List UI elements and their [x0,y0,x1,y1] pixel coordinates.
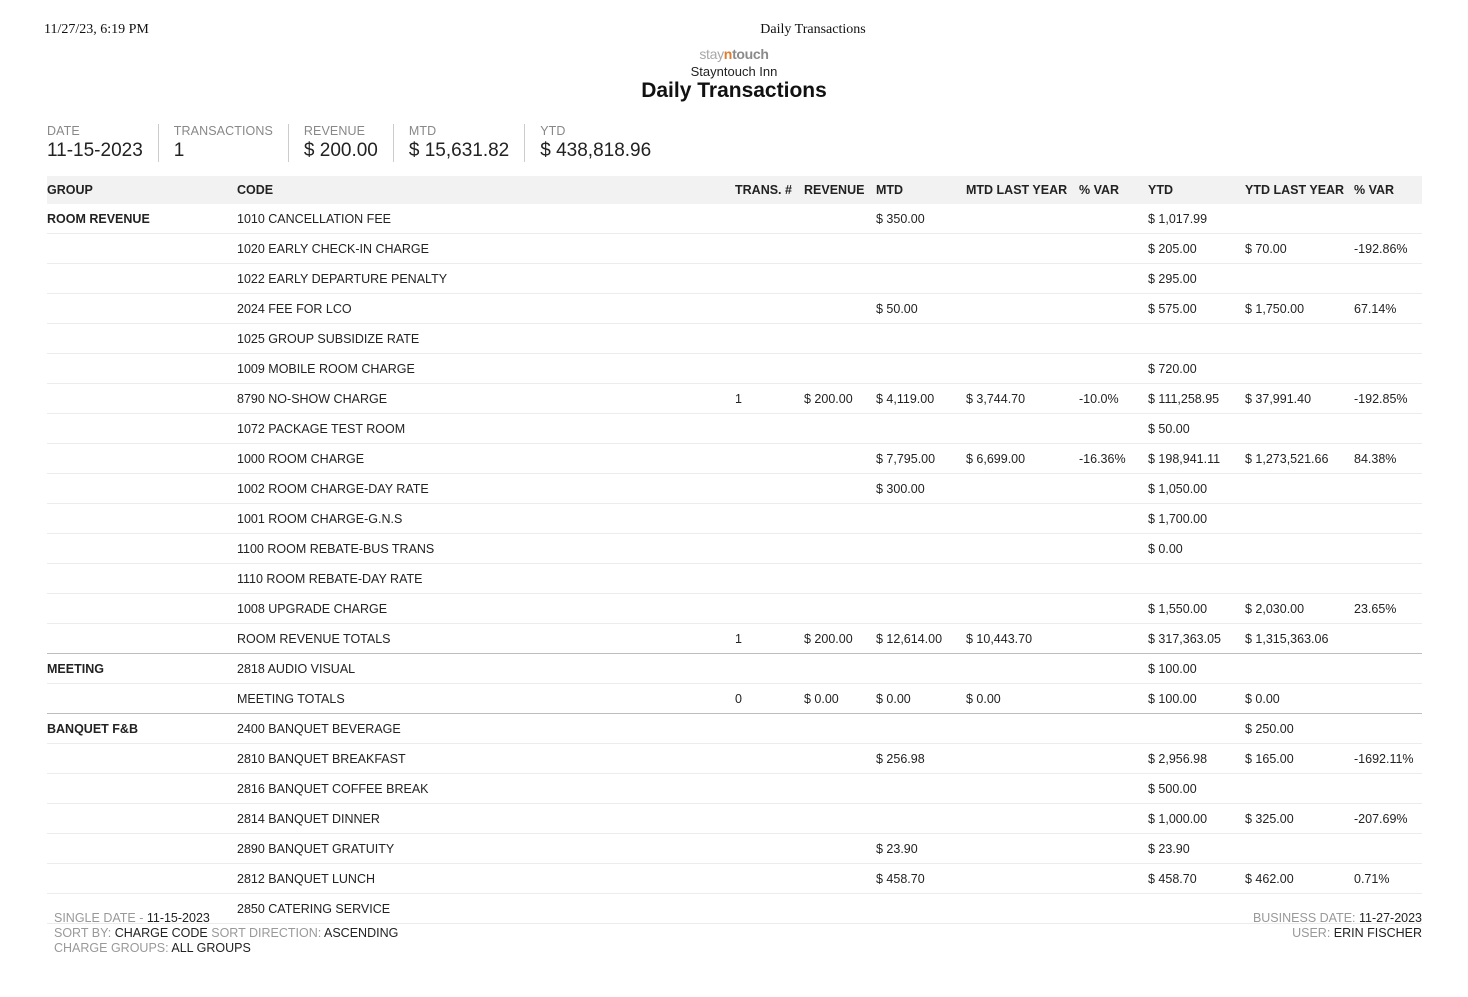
table-cell [735,774,804,804]
table-cell [1079,744,1148,774]
table-cell [876,894,966,924]
table-cell [1079,804,1148,834]
table-cell: ROOM REVENUE [47,204,237,234]
table-cell [1245,324,1354,354]
table-cell [1354,564,1422,594]
table-cell: -192.85% [1354,384,1422,414]
table-cell: $ 0.00 [1245,684,1354,714]
table-cell [1079,264,1148,294]
table-cell [804,234,876,264]
table-cell [1245,564,1354,594]
table-cell [876,414,966,444]
table-cell: $ 0.00 [804,684,876,714]
table-cell: $ 100.00 [1148,684,1245,714]
table-row [47,474,1422,504]
table-cell [804,324,876,354]
table-cell [804,774,876,804]
summary-bar [47,124,666,166]
table-cell: $ 1,050.00 [1148,474,1245,504]
table-cell [966,234,1079,264]
table-row [47,324,1422,354]
table-cell [1245,204,1354,234]
table-cell: 1020 EARLY CHECK-IN CHARGE [237,234,735,264]
table-cell [804,744,876,774]
table-cell [1148,714,1245,744]
table-cell [804,264,876,294]
column-header-ytd-last-year: YTD LAST YEAR [1245,183,1345,197]
table-cell [804,444,876,474]
table-cell [876,534,966,564]
table-cell [47,444,237,474]
table-cell [876,234,966,264]
table-cell [876,264,966,294]
table-row [47,384,1422,414]
table-cell [1148,894,1245,924]
table-cell: 0 [735,684,804,714]
table-cell [804,654,876,684]
table-cell: 1010 CANCELLATION FEE [237,204,735,234]
table-cell [1079,234,1148,264]
table-row [47,414,1422,444]
table-cell [1354,504,1422,534]
table-cell: $ 6,699.00 [966,444,1079,474]
table-cell [804,474,876,504]
table-cell: $ 350.00 [876,204,966,234]
table-cell: 1008 UPGRADE CHARGE [237,594,735,624]
table-cell: $ 317,363.05 [1148,624,1245,654]
table-cell [1079,864,1148,894]
table-cell [735,594,804,624]
table-cell [1079,564,1148,594]
table-cell [1354,354,1422,384]
table-cell: 2890 BANQUET GRATUITY [237,834,735,864]
table-cell [1148,564,1245,594]
table-cell [1079,534,1148,564]
table-cell: $ 295.00 [1148,264,1245,294]
table-cell [966,414,1079,444]
table-row [47,234,1422,264]
table-cell [1354,324,1422,354]
table-cell [804,834,876,864]
table-cell [1354,534,1422,564]
table-row [47,204,1422,234]
summary-mtd: MTD $ 15,631.82 [393,124,524,162]
filter-charge-groups: CHARGE GROUPS: ALL GROUPS [54,941,251,955]
table-cell: $ 575.00 [1148,294,1245,324]
table-cell [735,414,804,444]
report-title: Daily Transactions [641,79,827,102]
table-cell: -207.69% [1354,804,1422,834]
table-cell [804,804,876,834]
table-cell [1079,684,1148,714]
table-cell [876,774,966,804]
column-header-trans: TRANS. # [735,183,792,197]
table-cell [1354,684,1422,714]
table-cell [1079,504,1148,534]
table-cell: 1009 MOBILE ROOM CHARGE [237,354,735,384]
table-cell [1245,264,1354,294]
print-header [0,22,1468,42]
table-cell [47,294,237,324]
table-cell: $ 458.70 [1148,864,1245,894]
table-cell [735,834,804,864]
table-cell [966,264,1079,294]
table-row [47,654,1422,684]
table-cell: $ 256.98 [876,744,966,774]
table-row [47,774,1422,804]
summary-ytd: YTD $ 438,818.96 [524,124,666,162]
table-cell [1354,714,1422,744]
table-cell [1079,354,1148,384]
table-cell: $ 198,941.11 [1148,444,1245,474]
table-cell [1079,204,1148,234]
table-cell: 2816 BANQUET COFFEE BREAK [237,774,735,804]
table-cell [735,444,804,474]
table-cell [1079,834,1148,864]
table-cell [804,714,876,744]
table-cell: 1 [735,624,804,654]
table-row [47,534,1422,564]
table-cell: 2024 FEE FOR LCO [237,294,735,324]
table-cell: $ 1,273,521.66 [1245,444,1354,474]
table-cell: $ 23.90 [876,834,966,864]
report-meta [1253,911,1422,941]
table-cell [876,564,966,594]
table-cell: $ 50.00 [876,294,966,324]
table-cell: 2850 CATERING SERVICE [237,894,735,924]
print-timestamp: 11/27/23, 6:19 PM [44,22,149,37]
table-cell [735,474,804,504]
table-cell [1148,324,1245,354]
table-cell [876,504,966,534]
table-cell [966,294,1079,324]
table-cell [47,534,237,564]
table-cell: 1072 PACKAGE TEST ROOM [237,414,735,444]
table-cell [1354,264,1422,294]
table-cell: $ 1,017.99 [1148,204,1245,234]
table-cell: 1001 ROOM CHARGE-G.N.S [237,504,735,534]
table-cell: 1022 EARLY DEPARTURE PENALTY [237,264,735,294]
table-cell: -1692.11% [1354,744,1422,774]
table-cell [966,324,1079,354]
table-row [47,504,1422,534]
table-cell [966,564,1079,594]
table-cell: 1025 GROUP SUBSIDIZE RATE [237,324,735,354]
table-cell [47,804,237,834]
table-cell: 8790 NO-SHOW CHARGE [237,384,735,414]
table-cell [804,204,876,234]
table-cell: $ 200.00 [804,624,876,654]
table-cell: 1 [735,384,804,414]
summary-transactions: TRANSACTIONS 1 [158,124,288,162]
table-row [47,864,1422,894]
table-cell [1354,414,1422,444]
table-cell [47,744,237,774]
filter-sort: SORT BY: CHARGE CODE SORT DIRECTION: ASCENDING [54,926,399,940]
table-cell [804,564,876,594]
hotel-name: Stayntouch Inn [690,64,778,79]
summary-date: DATE 11-15-2023 [47,124,143,161]
table-cell [735,504,804,534]
table-cell [966,474,1079,504]
table-cell [1079,624,1148,654]
table-cell [804,414,876,444]
report-filters [54,911,398,956]
table-cell [47,624,237,654]
column-header-mtd: MTD [876,183,904,197]
table-cell [1079,714,1148,744]
column-header-mtd-var: % VAR [1079,183,1120,197]
table-row [47,264,1422,294]
business-date: BUSINESS DATE: 11-27-2023 [1252,911,1422,925]
table-cell [876,714,966,744]
table-cell: 1000 ROOM CHARGE [237,444,735,474]
table-cell [966,834,1079,864]
table-cell [47,384,237,414]
table-cell [47,834,237,864]
table-cell: $ 458.70 [876,864,966,894]
totals-row [47,684,1422,714]
table-cell: BANQUET F&B [47,714,237,744]
table-cell [1245,534,1354,564]
table-cell: $ 200.00 [804,384,876,414]
table-cell [735,714,804,744]
table-cell [876,804,966,834]
totals-row [47,624,1422,654]
table-cell [804,294,876,324]
table-cell [1079,654,1148,684]
table-cell [804,894,876,924]
table-cell [804,864,876,894]
transactions-table [47,176,1422,924]
table-cell [966,744,1079,774]
table-cell [1354,474,1422,504]
table-cell [735,294,804,324]
print-title: Daily Transactions [760,22,866,37]
table-cell: 1110 ROOM REBATE-DAY RATE [237,564,735,594]
table-header-row [47,176,1422,204]
table-cell [966,804,1079,834]
table-cell [966,714,1079,744]
table-cell: 2812 BANQUET LUNCH [237,864,735,894]
table-cell [735,744,804,774]
table-row [47,744,1422,774]
table-cell: $ 1,700.00 [1148,504,1245,534]
table-cell [1245,654,1354,684]
table-cell [1245,354,1354,384]
table-cell: 2400 BANQUET BEVERAGE [237,714,735,744]
table-cell: $ 0.00 [966,684,1079,714]
table-cell: $ 70.00 [1245,234,1354,264]
table-cell [966,864,1079,894]
column-header-code: CODE [237,183,274,197]
table-cell [876,594,966,624]
column-header-mtd-last-year: MTD LAST YEAR [966,183,1068,197]
table-cell [47,354,237,384]
table-cell: $ 37,991.40 [1245,384,1354,414]
table-cell: 2810 BANQUET BREAKFAST [237,744,735,774]
table-cell [876,354,966,384]
table-cell: $ 111,258.95 [1148,384,1245,414]
table-cell: $ 12,614.00 [876,624,966,654]
table-cell [1079,294,1148,324]
table-cell [1079,474,1148,504]
table-cell [966,594,1079,624]
table-row [47,354,1422,384]
column-header-group: GROUP [47,183,93,197]
table-cell: -192.86% [1354,234,1422,264]
table-row [47,294,1422,324]
table-row [47,594,1422,624]
table-cell [876,654,966,684]
table-cell: $ 165.00 [1245,744,1354,774]
table-cell [47,864,237,894]
table-cell: $ 3,744.70 [966,384,1079,414]
table-cell [1354,834,1422,864]
table-cell [1354,774,1422,804]
table-cell [966,774,1079,804]
table-cell [47,504,237,534]
table-cell: $ 1,550.00 [1148,594,1245,624]
table-cell [1079,414,1148,444]
table-cell [47,774,237,804]
table-cell: $ 1,315,363.06 [1245,624,1354,654]
summary-revenue: REVENUE $ 200.00 [288,124,393,162]
table-cell [966,654,1079,684]
table-cell: $ 205.00 [1148,234,1245,264]
table-row [47,804,1422,834]
table-cell [735,204,804,234]
table-cell: 0.71% [1354,864,1422,894]
table-cell: $ 23.90 [1148,834,1245,864]
table-cell [735,654,804,684]
report-user: USER: ERIN FISCHER [1292,926,1422,940]
table-cell: $ 250.00 [1245,714,1354,744]
table-cell: MEETING TOTALS [237,684,735,714]
table-cell: -16.36% [1079,444,1148,474]
table-cell: MEETING [47,654,237,684]
table-cell [1354,204,1422,234]
table-cell [1079,594,1148,624]
table-cell: $ 720.00 [1148,354,1245,384]
table-cell [47,474,237,504]
table-cell: $ 0.00 [876,684,966,714]
table-cell: $ 4,119.00 [876,384,966,414]
table-cell [804,534,876,564]
table-cell: 84.38% [1354,444,1422,474]
table-cell [1079,324,1148,354]
column-header-ytd: YTD [1148,183,1173,197]
table-cell: $ 1,000.00 [1148,804,1245,834]
table-cell: 2814 BANQUET DINNER [237,804,735,834]
table-cell: $ 2,956.98 [1148,744,1245,774]
table-cell [876,324,966,354]
table-cell [1354,654,1422,684]
brand-logo: stayntouch [699,46,769,62]
table-cell: ROOM REVENUE TOTALS [237,624,735,654]
table-cell: $ 300.00 [876,474,966,504]
table-cell [735,894,804,924]
table-cell [47,684,237,714]
table-cell: 2818 AUDIO VISUAL [237,654,735,684]
table-cell [966,504,1079,534]
table-body [47,204,1422,924]
table-cell: $ 500.00 [1148,774,1245,804]
table-cell [966,894,1079,924]
table-cell: 1002 ROOM CHARGE-DAY RATE [237,474,735,504]
table-cell [1245,774,1354,804]
filter-single-date: SINGLE DATE - 11-15-2023 [54,911,210,925]
table-cell [735,534,804,564]
table-cell: $ 100.00 [1148,654,1245,684]
table-cell [1079,774,1148,804]
table-cell [47,564,237,594]
table-row [47,444,1422,474]
table-cell [1354,624,1422,654]
table-cell [1245,474,1354,504]
table-cell [804,354,876,384]
table-cell [735,804,804,834]
table-cell [966,204,1079,234]
table-cell [735,324,804,354]
table-cell [804,504,876,534]
table-cell [47,414,237,444]
table-cell [47,234,237,264]
table-cell [47,324,237,354]
table-cell [966,354,1079,384]
table-row [47,834,1422,864]
table-row [47,714,1422,744]
table-cell [1245,414,1354,444]
table-cell: $ 10,443.70 [966,624,1079,654]
table-cell: $ 0.00 [1148,534,1245,564]
table-cell [966,534,1079,564]
table-cell: 67.14% [1354,294,1422,324]
table-cell: -10.0% [1079,384,1148,414]
table-cell [1245,504,1354,534]
table-cell [735,264,804,294]
table-cell [735,234,804,264]
column-header-ytd-var: % VAR [1354,183,1395,197]
column-header-revenue: REVENUE [804,183,865,197]
table-cell: 23.65% [1354,594,1422,624]
table-cell: $ 1,750.00 [1245,294,1354,324]
table-row [47,564,1422,594]
table-cell [1079,894,1148,924]
table-cell [47,264,237,294]
table-cell: 1100 ROOM REBATE-BUS TRANS [237,534,735,564]
table-cell: $ 2,030.00 [1245,594,1354,624]
table-cell: $ 7,795.00 [876,444,966,474]
table-cell [1245,834,1354,864]
table-cell [804,594,876,624]
table-cell [735,354,804,384]
table-cell: $ 50.00 [1148,414,1245,444]
table-cell: $ 325.00 [1245,804,1354,834]
table-cell [47,594,237,624]
table-cell: $ 462.00 [1245,864,1354,894]
table-cell [735,564,804,594]
table-cell [735,864,804,894]
